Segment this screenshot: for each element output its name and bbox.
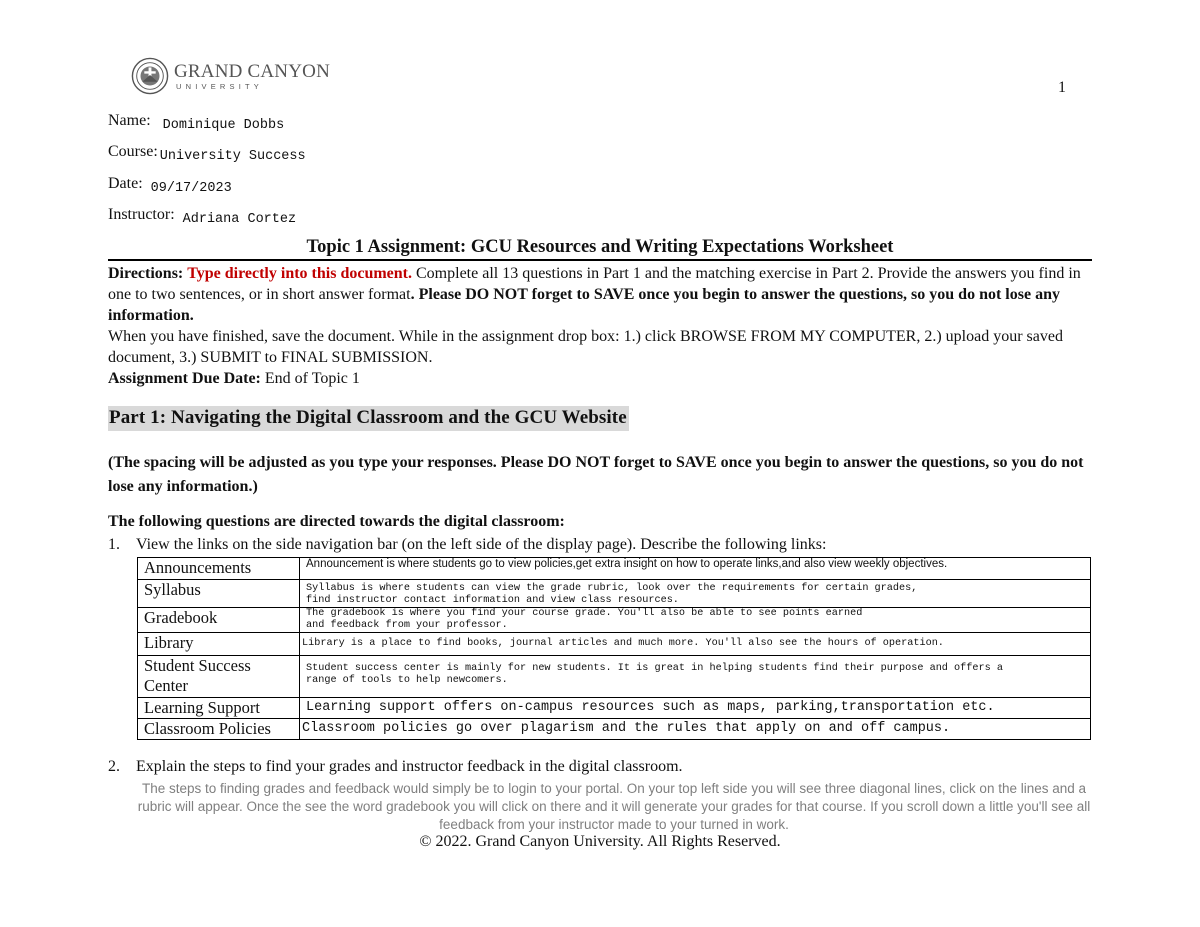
date-field	[108, 175, 232, 195]
question-1	[108, 536, 826, 554]
gcu-logo	[131, 56, 330, 96]
question-2	[108, 758, 683, 776]
answer-line: find instructor contact information and view class resources.	[306, 595, 679, 606]
link-answer[interactable]: Announcement is where students go to view policies,get extra insight on how to operate links,and also view weekly objectives.	[306, 558, 948, 570]
date-label: Date:	[108, 175, 143, 192]
answer-line: and feedback from your professor.	[306, 620, 508, 631]
directions-text: Complete all 13 questions in Part 1 and the matching exercise in Part 2. Provide the answers you find in one to two sentences, or in short answer format	[108, 265, 1081, 303]
directions-save-warning: . Please DO NOT forget to SAVE once you begin to answer the questions, so you do not lose any information.	[108, 286, 1060, 324]
page-number: 1	[1058, 79, 1066, 96]
part1-heading: Part 1: Navigating the Digital Classroom and the GCU Website	[108, 406, 629, 431]
answer-line: The gradebook is where you find your course grade. You'll also be able to see points earned	[306, 608, 863, 619]
name-field	[108, 112, 284, 132]
table-row	[138, 633, 1091, 656]
table-row	[138, 656, 1091, 698]
course-value[interactable]: University Success	[159, 149, 306, 164]
link-answer[interactable]: Learning support offers on-campus resources such as maps, parking,transportation etc.	[306, 700, 995, 715]
question-text: View the links on the side navigation bar (on the left side of the display page). Describe the following links:	[136, 536, 827, 553]
link-answer[interactable]	[306, 580, 1090, 607]
link-answer[interactable]	[306, 656, 1090, 687]
question-number: 1.	[108, 536, 120, 553]
link-name: Syllabus	[144, 580, 201, 599]
navigation-links-table	[137, 557, 1091, 740]
question-text: Explain the steps to find your grades and instructor feedback in the digital classroom.	[136, 758, 683, 775]
logo-subtitle: UNIVERSITY	[176, 81, 264, 91]
course-label: Course:	[108, 143, 158, 160]
link-answer[interactable]: Library is a place to find books, journal articles and much more. You'll also see the hours of operation.	[302, 638, 944, 649]
link-name: Classroom Policies	[144, 719, 271, 738]
answer-line: range of tools to help newcomers.	[306, 675, 508, 686]
copyright-footer: © 2022. Grand Canyon University. All Rights Reserved.	[419, 833, 781, 850]
name-value[interactable]: Dominique Dobbs	[162, 118, 285, 133]
name-label: Name:	[108, 112, 151, 129]
directions-block	[108, 263, 1098, 389]
due-date-value: End of Topic 1	[264, 370, 360, 387]
directions-label: Directions:	[108, 265, 184, 282]
link-name	[144, 656, 299, 696]
table-row	[138, 719, 1091, 740]
answer-line: Syllabus is where students can view the grade rubric, look over the requirements for certain grades,	[306, 583, 918, 594]
link-name: Learning Support	[144, 698, 260, 717]
answer-line: Student success center is mainly for new students. It is great in helping students find their purpose and offers a	[306, 663, 1003, 674]
logo-name: GRAND CANYON	[174, 60, 330, 82]
link-name-line: Center	[144, 676, 188, 695]
directions-emphasis: Type directly into this document.	[187, 265, 412, 282]
instructor-value[interactable]: Adriana Cortez	[182, 212, 297, 227]
submission-instructions: When you have finished, save the document. While in the assignment drop box: 1.) click BROWSE FROM MY COMPUTER, 2.) upload your saved document, 3.) SUBMIT to FINAL SUBMISSION.	[108, 328, 1063, 366]
question-number: 2.	[108, 758, 120, 775]
section-subheading: The following questions are directed towards the digital classroom:	[108, 513, 565, 530]
table-row	[138, 608, 1091, 633]
link-name-line: Student Success	[144, 656, 251, 675]
link-name: Library	[144, 633, 194, 652]
table-row	[138, 698, 1091, 719]
course-field	[108, 143, 306, 163]
instructor-label: Instructor:	[108, 206, 175, 223]
link-answer[interactable]: Classroom policies go over plagarism and the rules that apply on and off campus.	[302, 721, 951, 736]
link-name: Announcements	[144, 558, 252, 577]
question-2-answer[interactable]: The steps to finding grades and feedback would simply be to login to your portal. On your top left side you will see three diagonal lines, click on the lines and a rubric will appear. Once the see the word gradebook you will click on there and it will generate your grades for that course. If you scroll down a little you'll see all feedback from your instructor made to your turned in work.	[137, 781, 1091, 832]
date-value[interactable]: 09/17/2023	[150, 181, 232, 196]
link-answer[interactable]	[306, 608, 1090, 632]
table-row	[138, 580, 1091, 608]
due-date-label: Assignment Due Date:	[108, 370, 261, 387]
spacing-note: (The spacing will be adjusted as you type your responses. Please DO NOT forget to SAVE once you begin to answer the questions, so you do not lose any information.)	[108, 454, 1084, 495]
university-seal-icon	[131, 57, 169, 95]
table-row	[138, 558, 1091, 580]
title-divider	[108, 259, 1092, 261]
instructor-field	[108, 206, 296, 226]
document-title: Topic 1 Assignment: GCU Resources and Writing Expectations Worksheet	[306, 237, 894, 257]
link-name: Gradebook	[144, 608, 218, 627]
